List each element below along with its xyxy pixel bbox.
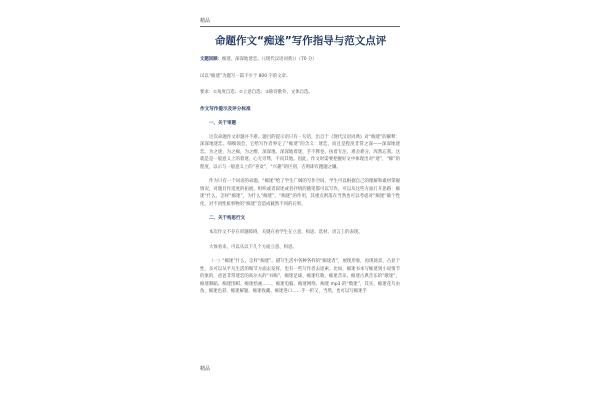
paragraph-2: 作为只有一个词语的命题，“痴迷”给了学生广阔的写作空间，学生可以根据自己的理解和素材掌握情况，对题目作适度的拓展。组织或者叙述或者抒情的随笔都可以写作。可以从这些方面打开思路：痴迷“什么，怎样“痴迷”，为什么“痴迷”，“痴迷”的作用，其重点则落在当然也可以考虑对“痴迷”做个性化，对不同性质事物的“痴迷”会造成截然不同的后果。	[200, 179, 400, 207]
meta-line	[200, 56, 400, 64]
header-divider	[200, 26, 400, 27]
page-title: 命题作文“痴迷”写作指导与范文点评	[215, 35, 387, 47]
footer-label: 精品	[200, 366, 211, 372]
subheading-review: 一、关于审题	[209, 120, 236, 126]
requirements-text: 要求：①角度自选；②立意自选；③除诗歌外，文体自选。	[200, 90, 313, 95]
section-heading: 作文写作提示及评分标准	[200, 106, 251, 112]
subheading-structure: 二、关于构思行文	[209, 216, 245, 221]
meta-label: 文题回顾：	[200, 57, 222, 62]
meta-text: 痴迷、深深地迷恋。（《现代汉语词典》）（70 分）	[221, 57, 317, 62]
paragraph-3: 本次作文不存在审题障碍，关键在看学生在立意、构思、选材、语言上的表现。	[209, 230, 363, 235]
paragraph-1: 这次命题作文审题并不难。题目的提示语只有一句话，出自于《现代汉语词典》对“痴迷”的解释：深深地迷恋。细细领会，它给写作者界定了“痴迷”的含义：迷恋，而且是程度非常之深——深深地迷恋。为之迷，为之痴，为之醉，深深地、深深地着迷，手不释卷、执着专注、难舍难分、浑然忘我。这就是是一般意义上的着迷，心无旁骛，不问其他。因此，作文时需要把握好文中体现出对“迷”，“痴”的程度，以示与一般意义上的“喜欢”，“兴趣”的区别，否则即有跑题之嫌。	[200, 134, 400, 170]
paragraph-4: 大体看来，可以从以下几个方面立意、构思。	[209, 244, 297, 250]
header-label: 精品	[200, 18, 211, 24]
paragraph-5: （一）“痴迷”什么，怎样“痴迷”。描写生活中各种各样的“痴迷者”，展现形象，再现场景，凸显个性，多可以从平凡生活的细节方面去发挥，也有一些写作者去思索。比如，痴迷书本写痴迷到小说情节的象的，爸爸非常迷恋的高尔夫的“书痴”，痴迷足球、痴迷红歌、痴迷音乐、痴迷古典音乐的“歌迷”，痴迷舞蹈、痴迷围棋、痴迷绘画……，痴迷电脑、痴迷网络、痴迷 mp3 的“数迷”，其实，痴迷花鸟虫鱼、痴迷色彩、痴迷解题、痴迷收藏、痴迷进口……手一折又，当然，也可以写痴迷手	[200, 259, 400, 294]
prompt-text: 试以“痴迷”为题写一篇不少于 800 字的文章。	[200, 73, 291, 79]
document-body	[200, 34, 400, 296]
